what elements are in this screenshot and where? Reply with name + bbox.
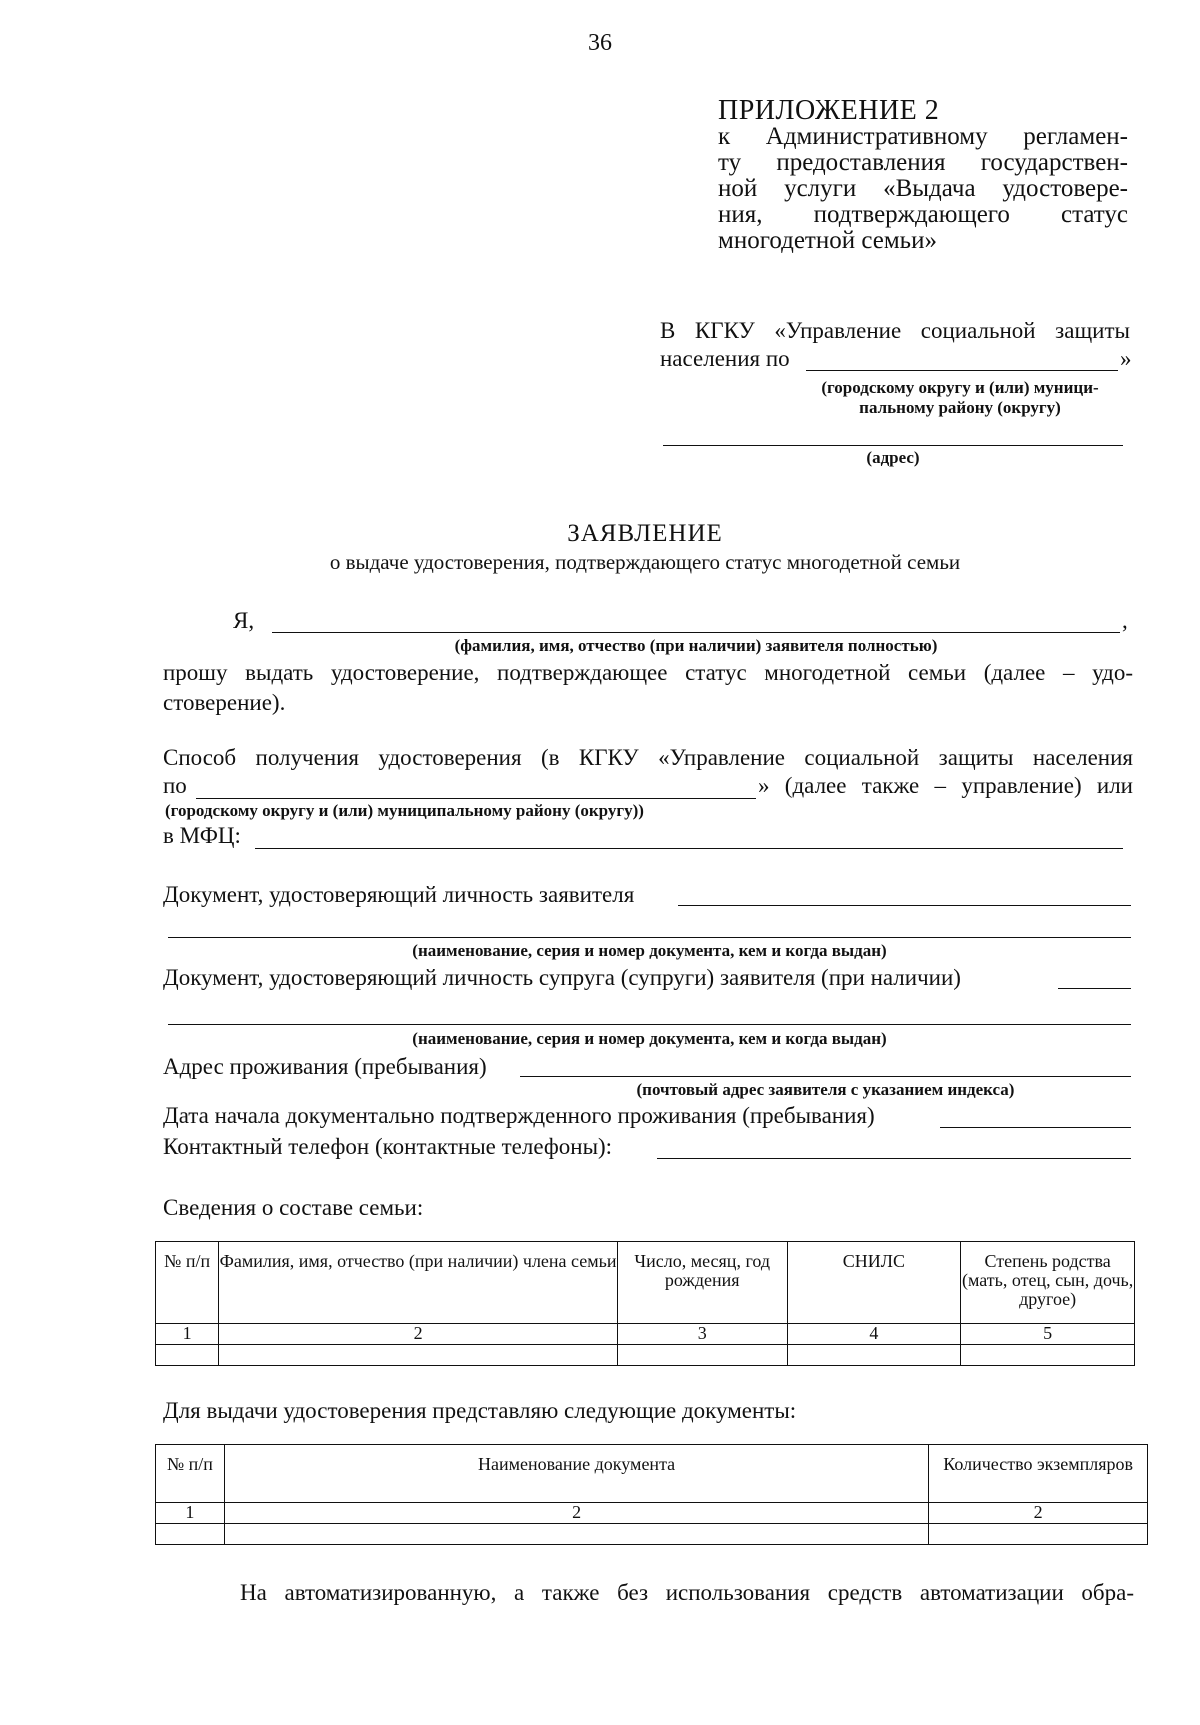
appendix-line: ния, подтверждающего статус	[718, 201, 1128, 228]
recipient-prefix: населения по	[660, 346, 790, 371]
header-cell: № п/п	[156, 1242, 219, 1324]
number-cell: 4	[787, 1324, 961, 1345]
empty-cell[interactable]	[219, 1345, 618, 1366]
spouse-doc-field[interactable]	[1058, 988, 1131, 989]
residence-address-field[interactable]	[520, 1076, 1131, 1077]
table-header-row	[156, 1242, 1135, 1324]
spouse-doc-label: Документ, удостоверяющий личность супруга (супруги) заявителя (при наличии)	[163, 965, 961, 990]
header-cell: № п/п	[156, 1445, 225, 1503]
appendix-title: ПРИЛОЖЕНИЕ 2	[718, 95, 940, 126]
id-doc-label: Документ, удостоверяющий личность заявителя	[163, 882, 635, 907]
method-district-field[interactable]	[196, 798, 756, 799]
number-cell: 3	[617, 1324, 787, 1345]
applicant-text: стоверение).	[163, 690, 286, 715]
appendix-line: многодетной семьи»	[718, 227, 937, 254]
address-label: Адрес проживания (пребывания)	[163, 1054, 487, 1079]
id-doc-field-2[interactable]	[168, 937, 1131, 938]
recipient-suffix: »	[1120, 346, 1132, 371]
id-doc-field[interactable]	[678, 905, 1131, 906]
table-row	[156, 1324, 1135, 1345]
table-row	[156, 1503, 1148, 1524]
number-cell: 2	[219, 1324, 618, 1345]
empty-cell[interactable]	[617, 1345, 787, 1366]
appendix-block	[718, 95, 1128, 254]
documents-table	[155, 1444, 1148, 1545]
address-field[interactable]	[663, 445, 1123, 446]
number-cell: 5	[961, 1324, 1135, 1345]
header-cell: Степень родства (мать, отец, сын, дочь, другое)	[961, 1242, 1135, 1324]
method-text: Способ получения удостоверения (в КГКУ «Управление социальной защиты населения	[163, 745, 1133, 770]
applicant-name-field[interactable]	[272, 632, 1120, 633]
applicant-suffix: ,	[1122, 608, 1128, 633]
empty-cell[interactable]	[224, 1524, 928, 1545]
phone-field[interactable]	[657, 1158, 1131, 1159]
header-cell: СНИЛС	[787, 1242, 961, 1324]
empty-cell[interactable]	[929, 1524, 1148, 1545]
empty-cell[interactable]	[787, 1345, 961, 1366]
statement-title: ЗАЯВЛЕНИЕ	[567, 520, 723, 547]
table-row	[156, 1524, 1148, 1545]
recipient-line1: В КГКУ «Управление социальной защиты	[660, 318, 1130, 343]
applicant-prefix: Я,	[233, 608, 255, 633]
phone-label: Контактный телефон (контактные телефоны):	[163, 1134, 613, 1159]
appendix-line: ту предоставления государствен-	[718, 149, 1128, 176]
number-cell: 2	[929, 1503, 1148, 1524]
id-doc-hint: (наименование, серия и номер документа, кем и когда выдан)	[412, 941, 887, 960]
table-row	[156, 1345, 1135, 1366]
district-field[interactable]	[806, 370, 1118, 371]
method-suffix: » (далее также – управление) или	[758, 773, 1133, 798]
number-cell: 2	[224, 1503, 928, 1524]
statement-subtitle: о выдаче удостоверения, подтверждающего статус многодетной семьи	[329, 550, 961, 574]
residence-address-hint: (почтовый адрес заявителя с указанием индекса)	[636, 1080, 1015, 1099]
address-hint: (адрес)	[866, 448, 920, 467]
appendix-line: к Административному регламен-	[718, 123, 1128, 150]
recipient-hint: пальному району (округу)	[859, 398, 1061, 417]
header-cell: Наименование документа	[224, 1445, 928, 1503]
recipient-hint: (городскому округу и (или) муници-	[821, 378, 1099, 397]
table-header-row	[156, 1445, 1148, 1503]
number-cell: 1	[156, 1324, 219, 1345]
number-cell: 1	[156, 1503, 225, 1524]
spouse-doc-hint: (наименование, серия и номер документа, кем и когда выдан)	[412, 1029, 887, 1048]
family-table	[155, 1241, 1135, 1366]
header-cell: Число, месяц, год рождения	[617, 1242, 787, 1324]
header-cell: Количество экземпляров	[929, 1445, 1148, 1503]
method-prefix: по	[163, 773, 187, 798]
appendix-line: ной услуги «Выдача удостовере-	[718, 175, 1128, 202]
method-hint: (городскому округу и (или) муниципальному району (округу))	[165, 801, 644, 820]
mfc-label: в МФЦ:	[163, 823, 241, 848]
applicant-text: прошу выдать удостоверение, подтверждающее статус многодетной семьи (далее – удо-	[163, 660, 1133, 685]
footer-text: На автоматизированную, а также без использования средств автоматизации обра-	[240, 1580, 1134, 1605]
mfc-field[interactable]	[255, 848, 1123, 849]
empty-cell[interactable]	[156, 1524, 225, 1545]
residence-date-label: Дата начала документально подтвержденного проживания (пребывания)	[163, 1103, 875, 1128]
empty-cell[interactable]	[961, 1345, 1135, 1366]
spouse-doc-field-2[interactable]	[168, 1024, 1131, 1025]
page-number: 36	[588, 30, 612, 56]
empty-cell[interactable]	[156, 1345, 219, 1366]
residence-date-field[interactable]	[940, 1127, 1131, 1128]
documents-title: Для выдачи удостоверения представляю следующие документы:	[163, 1398, 797, 1423]
family-title: Сведения о составе семьи:	[163, 1195, 424, 1220]
header-cell: Фамилия, имя, отчество (при наличии) члена семьи	[219, 1242, 618, 1324]
applicant-hint: (фамилия, имя, отчество (при наличии) заявителя полностью)	[454, 636, 938, 655]
